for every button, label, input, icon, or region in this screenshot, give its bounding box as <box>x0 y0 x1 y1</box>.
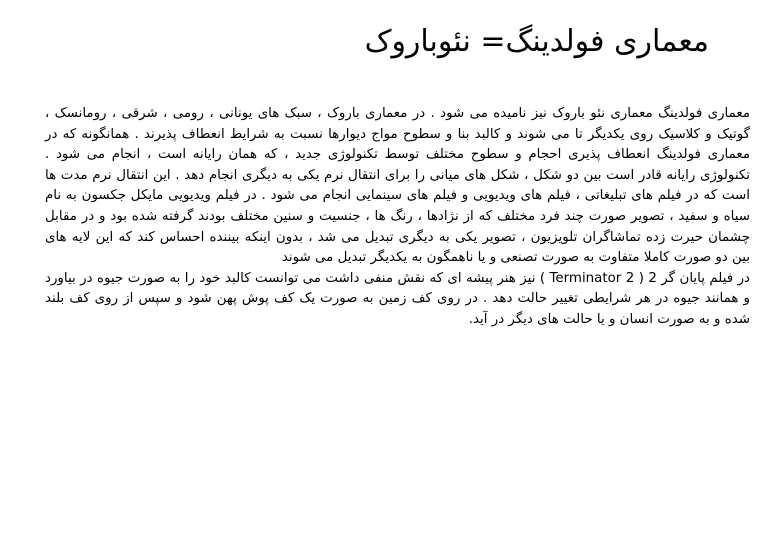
slide-title: معماری فولدینگ= نئوباروک <box>364 24 709 59</box>
body-paragraph-2: در فیلم پایان گر 2 ( Terminator 2 ) نیز هنر پیشه ای که نقش منفی داشت می توانست کالبد خود را به صورت جیوه در بیاورد و همانند جیوه در هر شرایطی تغییر حالت دهد . در روی کف زمین به صورت یک کف پوش پهن شود و سپس از روی کف بلند شده و به صورت انسان و یا حالت های دیگر در آید. <box>45 270 750 327</box>
slide-body <box>45 104 750 331</box>
body-paragraph-1: معماری فولدینگ معماری نئو باروک نیز نامیده می شود . در معماری باروک ، سبک های یونانی ، رومی ، شرقی ، رومانسک ، گوتیک و کلاسیک روی یکدیگر تا می شوند و کالبد بنا و سطوح مواج دیوارها نسبت به شرایط انعطاف پذیرند . همانگونه که در معماری فولدینگ انعطاف پذیری احجام و سطوح مختلف توسط تکنولوژی جدید ، که همان رایانه است ، انجام می شود . تکنولوژی رایانه قادر است بین دو شکل ، شکل های میانی را برای انتقال نرم یکی به دیگری انجام دهد . این انتقال نرم مدت ها است که در فیلم های تبلیغاتی ، فیلم های ویدیویی و فیلم های سینمایی انجام می شود . در فیلم ویدیویی مایکل جکسون به نام سیاه و سفید ، تصویر صورت چند فرد مختلف که از نژادها ، رنگ ها ، جنسیت و سنین مختلف بودند گرفته شده بود و در مقابل چشمان حیرت زده تماشاگران تلویزیون ، تصویر یکی به دیگری تبدیل می شد ، بدون اینکه بیننده احساس کند که این لایه های بین دو صورت کاملا متفاوت به صورت تصنعی و یا ناهمگون به یکدیگر تبدیل می شوند <box>45 106 750 266</box>
